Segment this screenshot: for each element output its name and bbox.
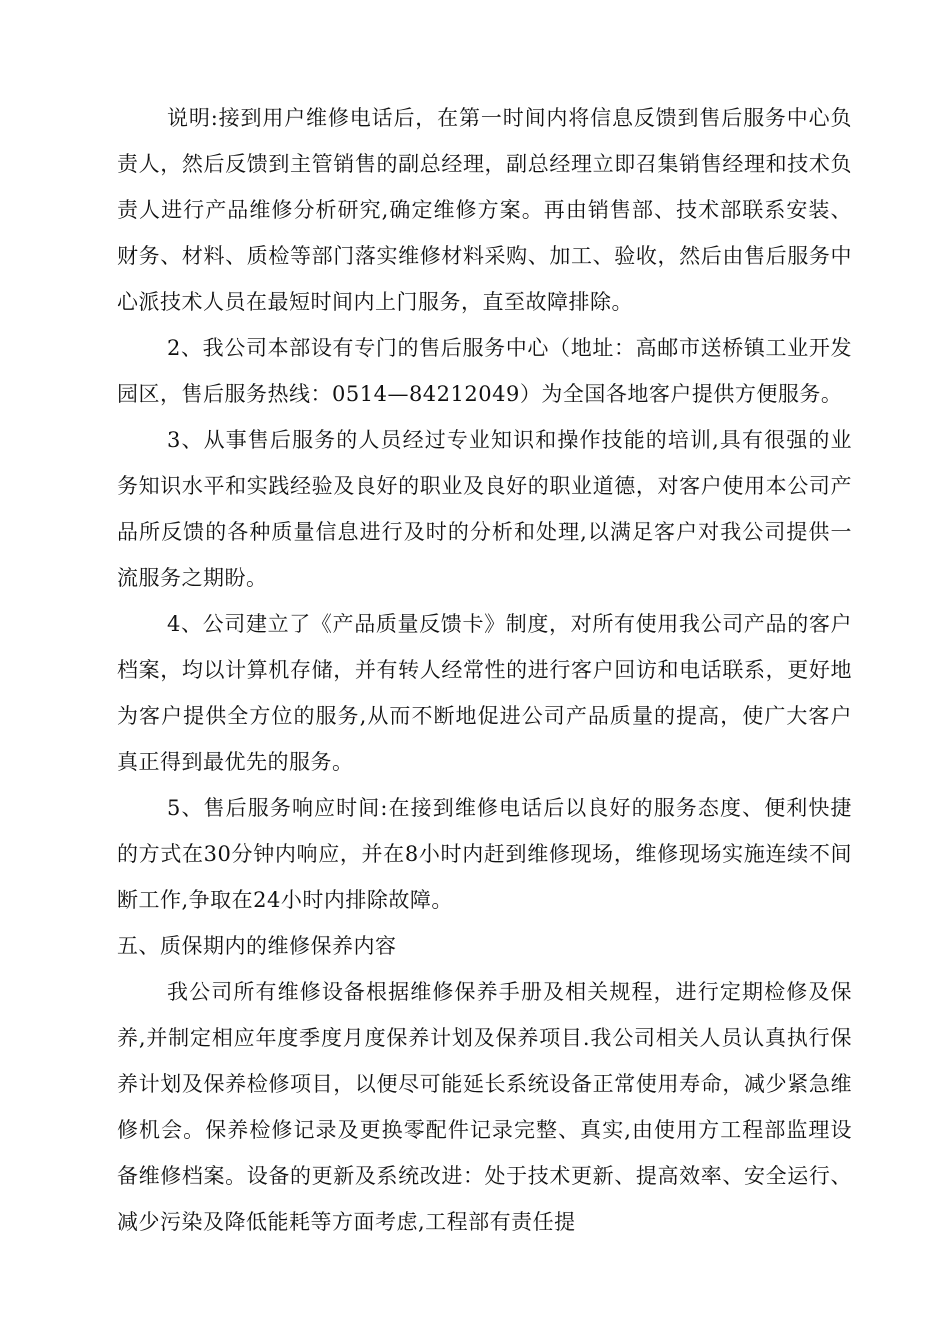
paragraph-item-5: 5、售后服务响应时间:在接到维修电话后以良好的服务态度、便利快捷的方式在30分钟内响应，并在8小时内赶到维修现场，维修现场实施连续不间断工作,争取在24小时内排除故障。 xyxy=(117,796,852,912)
paragraph-explanation: 说明:接到用户维修电话后，在第一时间内将信息反馈到售后服务中心负责人，然后反馈到主管销售的副总经理，副总经理立即召集销售经理和技术负责人进行产品维修分析研究,确定维修方案。再由销售部、技术部联系安装、财务、材料、质检等部门落实维修材料采购、加工、验收，然后由售后服务中心派技术人员在最短时间内上门服务，直至故障排除。 xyxy=(117,106,852,314)
paragraph-item-3: 3、从事售后服务的人员经过专业知识和操作技能的培训,具有很强的业务知识水平和实践经验及良好的职业及良好的职业道德，对客户使用本公司产品所反馈的各种质量信息进行及时的分析和处理,以满足客户对我公司提供一流服务之期盼。 xyxy=(117,428,852,590)
document-body xyxy=(117,95,852,1245)
paragraph-item-2: 2、我公司本部设有专门的售后服务中心（地址：高邮市送桥镇工业开发园区，售后服务热线：0514—84212049）为全国各地客户提供方便服务。 xyxy=(117,336,852,406)
section-heading: 五、质保期内的维修保养内容 xyxy=(117,934,397,958)
paragraph-item-4: 4、公司建立了《产品质量反馈卡》制度，对所有使用我公司产品的客户档案，均以计算机存储，并有转人经常性的进行客户回访和电话联系，更好地为客户提供全方位的服务,从而不断地促进公司产品质量的提高，使广大客户真正得到最优先的服务。 xyxy=(117,612,852,774)
paragraph-maintenance: 我公司所有维修设备根据维修保养手册及相关规程，进行定期检修及保养,并制定相应年度季度月度保养计划及保养项目.我公司相关人员认真执行保养计划及保养检修项目，以便尽可能延长系统设备正常使用寿命，减少紧急维修机会。保养检修记录及更换零配件记录完整、真实,由使用方工程部监理设备维修档案。设备的更新及系统改进：处于技术更新、提高效率、安全运行、减少污染及降低能耗等方面考虑,工程部有责任提 xyxy=(117,980,852,1234)
